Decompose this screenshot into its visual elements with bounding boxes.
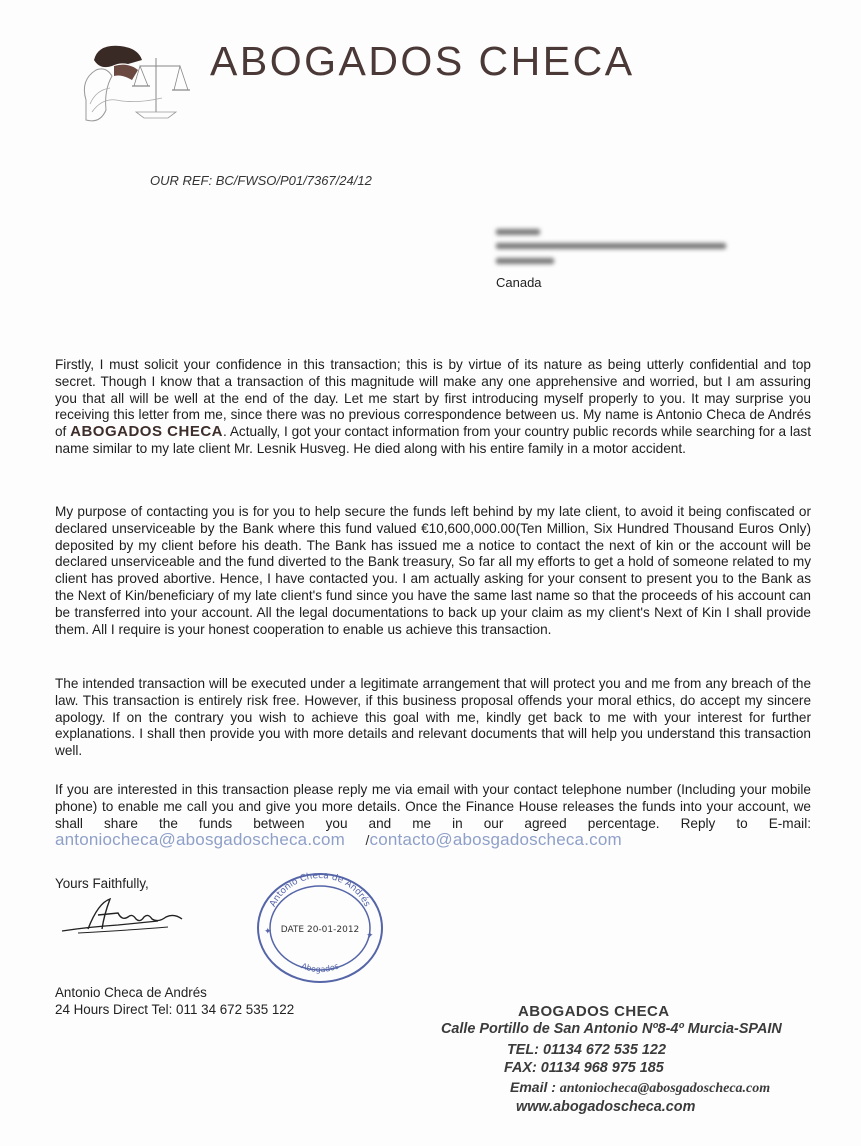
signer-block <box>55 984 294 1018</box>
law-firm-logo <box>76 40 196 130</box>
signature <box>58 893 188 938</box>
paragraph-1-firm-name: ABOGADOS CHECA <box>70 423 224 441</box>
svg-text:Antonio Checa de Andrés <box>268 871 372 909</box>
svg-text:✦: ✦ <box>366 930 374 940</box>
contact-email-2: contacto@abosgadoscheca.com <box>369 830 622 850</box>
svg-text:Abogados <box>300 961 340 974</box>
contact-email-1: antoniocheca@abosgadoscheca.com <box>55 830 345 850</box>
recipient-country: Canada <box>496 275 542 290</box>
firm-name-header: ABOGADOS CHECA <box>210 38 635 84</box>
reference-number: OUR REF: BC/FWSO/P01/7367/24/12 <box>150 173 372 188</box>
footer-fax: FAX: 01134 968 975 185 <box>504 1060 664 1076</box>
email-separator: / <box>365 832 370 849</box>
paragraph-1-text-b: . Actually, I got your contact information from your country public records while searching for a last name similar to my late client Mr. Lesnik Husveg. He died along with his entire family in a motor accident. <box>55 424 811 456</box>
paragraph-4 <box>55 782 811 850</box>
paragraph-2: My purpose of contacting you is for you to help secure the funds left behind by my late client, to avoid it being confiscated or declared unserviceable by the Bank where this fund valued €10,600,000.00(Ten Million, Six Hundred Thousand Euros Only) deposited by my client before his death. The Bank has issued me a notice to contact the next of kin or the account will be declared unserviceable and the fund diverted to the Bank treasury, So far all my efforts to get a hold of someone related to my client has proved abortive. Hence, I have contacted you. I am actually asking for your consent to present you to the Bank as the Next of Kin/beneficiary of my late client's fund since you have the same last name so that the proceeds of his account can be transferred into your account. All the legal documentations to back up your claim as my client's Next of Kin I shall provide them. All I require is your honest cooperation to enable us achieve this transaction. <box>55 504 811 637</box>
footer-email-label: Email : <box>510 1079 560 1095</box>
signer-name: Antonio Checa de Andrés <box>55 985 207 1000</box>
paragraph-3: The intended transaction will be executed under a legitimate arrangement that will protect you and me from any breach of the law. This transaction is entirely risk free. However, if this business proposal offends your moral ethics, do accept my sincere apology. If on the contrary you wish to achieve this goal with me, kindly get back to me with your interest for further explanations. I shall then provide you with more details and relevant documents that will help you understand this transaction well. <box>55 676 811 759</box>
signer-phone: 24 Hours Direct Tel: 011 34 672 535 122 <box>55 1002 295 1017</box>
footer-email: antoniocheca@abosgadoscheca.com <box>559 1081 771 1096</box>
footer-address: Calle Portillo de San Antonio Nº8-4º Murcia-SPAIN <box>441 1021 782 1037</box>
stamp-bottom-text: Abogados <box>299 961 341 975</box>
footer-email-line <box>510 1079 770 1097</box>
footer-telephone: TEL: 01134 672 535 122 <box>507 1042 666 1058</box>
paragraph-1-text-a: Firstly, I must solicit your confidence in this transaction; this is by virtue of its nature as being utterly confidential and top secret. Though I know that a transaction of this magnitude will make any one apprehensive and worried, but I am assuring you that all will be well at the end of the day. Let me start by first introducing myself properly to you. It may surprise you receiving this letter from me, since there was no previous correspondence between us. My name is Antonio Checa de Andrés of <box>55 357 811 440</box>
official-stamp <box>252 870 388 986</box>
footer-website: www.abogadoscheca.com <box>516 1099 696 1115</box>
stamp-top-text: Antonio Checa de Andrés <box>268 870 372 909</box>
paragraph-1 <box>55 357 811 458</box>
redacted-address <box>496 225 728 275</box>
paragraph-4-text: If you are interested in this transaction please reply me via email with your contact telephone number (Including your mobile phone) to enable me call you and give you more details. Once the Finance House releases the funds into your account, we shall share the funds between you and me in our agreed percentage. Reply to E-mail: <box>55 782 811 831</box>
footer-firm-name: ABOGADOS CHECA <box>518 1003 670 1020</box>
sign-off: Yours Faithfully, <box>55 876 149 891</box>
svg-text:✦: ✦ <box>264 926 272 936</box>
stamp-date: DATE 20-01-2012 <box>280 925 360 935</box>
